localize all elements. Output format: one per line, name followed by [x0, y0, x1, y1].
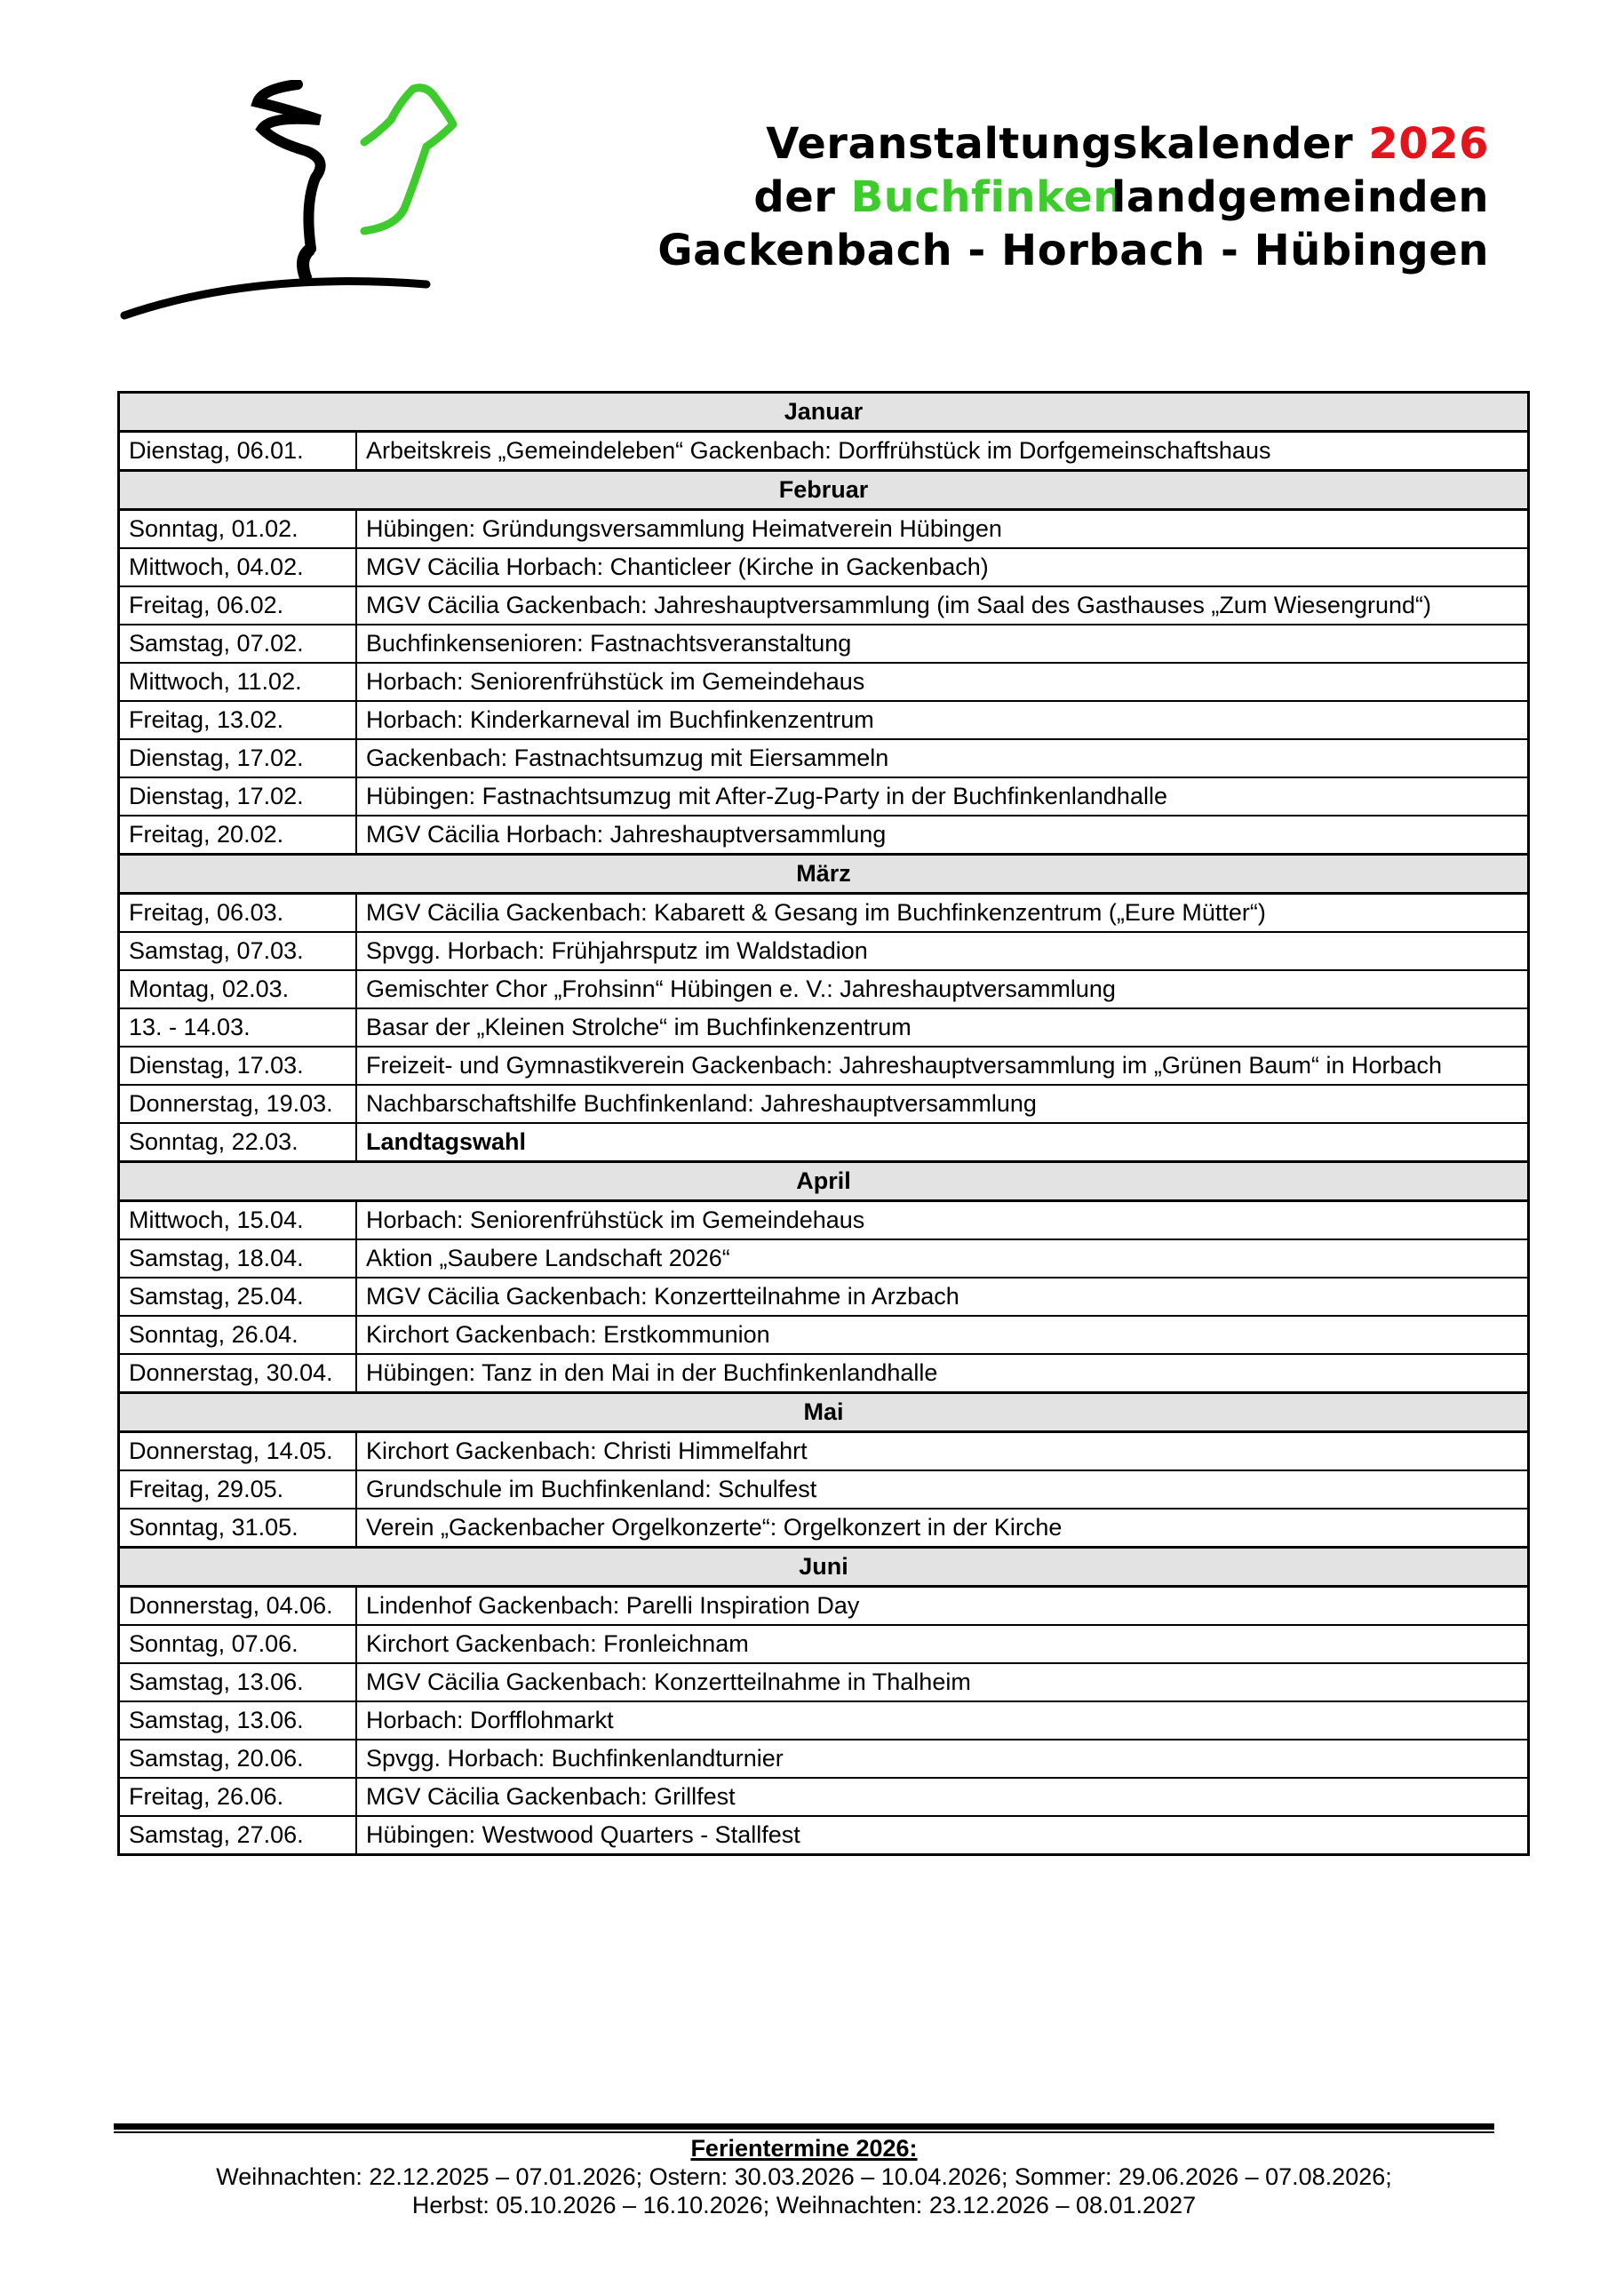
- month-name: April: [119, 1162, 1529, 1201]
- event-row: [119, 1701, 1529, 1740]
- event-date: Sonntag, 22.03.: [119, 1123, 357, 1162]
- event-row: [119, 1470, 1529, 1509]
- event-date: Samstag, 13.06.: [119, 1663, 357, 1701]
- event-row: [119, 1085, 1529, 1123]
- event-row: [119, 1778, 1529, 1816]
- event-row: [119, 1201, 1529, 1240]
- event-row: [119, 739, 1529, 777]
- event-date: Freitag, 29.05.: [119, 1470, 357, 1509]
- event-description: MGV Cäcilia Gackenbach: Konzertteilnahme in Arzbach: [356, 1278, 1529, 1316]
- month-name: Juni: [119, 1548, 1529, 1587]
- event-row: [119, 1123, 1529, 1162]
- event-date: Donnerstag, 19.03.: [119, 1085, 357, 1123]
- event-date: Dienstag, 17.02.: [119, 777, 357, 816]
- event-row: [119, 548, 1529, 586]
- event-date: Dienstag, 06.01.: [119, 432, 357, 471]
- event-date: Samstag, 13.06.: [119, 1701, 357, 1740]
- holiday-dates: [114, 2134, 1494, 2219]
- title-line3: Gackenbach - Horbach - Hübingen: [657, 226, 1489, 275]
- event-row: [119, 1663, 1529, 1701]
- month-name: Januar: [119, 393, 1529, 432]
- event-row: [119, 432, 1529, 471]
- event-date: Montag, 02.03.: [119, 970, 357, 1008]
- event-date: Sonntag, 31.05.: [119, 1509, 357, 1548]
- event-calendar-table: [117, 391, 1530, 1856]
- event-row: [119, 1432, 1529, 1471]
- event-date: Donnerstag, 30.04.: [119, 1354, 357, 1393]
- event-description: Buchfinkensenioren: Fastnachtsveranstaltung: [356, 625, 1529, 663]
- month-header-row: [119, 1393, 1529, 1432]
- event-description: Hübingen: Fastnachtsumzug mit After-Zug-Party in der Buchfinkenlandhalle: [356, 777, 1529, 816]
- event-date: Donnerstag, 14.05.: [119, 1432, 357, 1471]
- event-description: Hübingen: Gründungsversammlung Heimatverein Hübingen: [356, 510, 1529, 549]
- holiday-line-1: Weihnachten: 22.12.2025 – 07.01.2026; Ostern: 30.03.2026 – 10.04.2026; Sommer: 29.06.2026 – 07.08.2026;: [216, 2163, 1392, 2190]
- event-description: Verein „Gackenbacher Orgelkonzerte“: Orgelkonzert in der Kirche: [356, 1509, 1529, 1548]
- month-header-row: [119, 1162, 1529, 1201]
- event-description: Landtagswahl: [356, 1123, 1529, 1162]
- event-row: [119, 777, 1529, 816]
- month-name: März: [119, 855, 1529, 894]
- event-description: Hübingen: Westwood Quarters - Stallfest: [356, 1816, 1529, 1855]
- event-row: [119, 816, 1529, 855]
- event-description: MGV Cäcilia Gackenbach: Grillfest: [356, 1778, 1529, 1816]
- event-date: Freitag, 26.06.: [119, 1778, 357, 1816]
- event-date: Samstag, 18.04.: [119, 1239, 357, 1278]
- event-row: [119, 1278, 1529, 1316]
- title-line2-prefix: der: [753, 172, 836, 222]
- holiday-title: Ferientermine 2026:: [690, 2135, 918, 2162]
- page-title: [657, 117, 1489, 277]
- event-date: Mittwoch, 04.02.: [119, 548, 357, 586]
- event-row: [119, 1816, 1529, 1855]
- event-description: MGV Cäcilia Gackenbach: Jahreshauptversammlung (im Saal des Gasthauses „Zum Wiesengrund“): [356, 586, 1529, 625]
- event-date: Freitag, 13.02.: [119, 701, 357, 739]
- event-description: Kirchort Gackenbach: Christi Himmelfahrt: [356, 1432, 1529, 1471]
- event-description: Basar der „Kleinen Strolche“ im Buchfinkenzentrum: [356, 1008, 1529, 1047]
- event-description: MGV Cäcilia Horbach: Jahreshauptversammlung: [356, 816, 1529, 855]
- event-description: Arbeitskreis „Gemeindeleben“ Gackenbach: Dorffrühstück im Dorfgemeinschaftshaus: [356, 432, 1529, 471]
- event-date: Donnerstag, 04.06.: [119, 1587, 357, 1626]
- event-description: Gemischter Chor „Frohsinn“ Hübingen e. V.: Jahreshauptversammlung: [356, 970, 1529, 1008]
- event-description: Kirchort Gackenbach: Erstkommunion: [356, 1316, 1529, 1354]
- event-date: Sonntag, 26.04.: [119, 1316, 357, 1354]
- event-date: Freitag, 06.02.: [119, 586, 357, 625]
- event-date: Mittwoch, 11.02.: [119, 663, 357, 701]
- event-row: [119, 701, 1529, 739]
- event-description: Spvgg. Horbach: Buchfinkenlandturnier: [356, 1740, 1529, 1778]
- title-line2-suffix: landgemeinden: [1111, 172, 1489, 222]
- event-row: [119, 1740, 1529, 1778]
- event-date: Sonntag, 01.02.: [119, 510, 357, 549]
- month-header-row: [119, 855, 1529, 894]
- event-description: Horbach: Seniorenfrühstück im Gemeindehaus: [356, 663, 1529, 701]
- event-description: Horbach: Seniorenfrühstück im Gemeindehaus: [356, 1201, 1529, 1240]
- event-description: MGV Cäcilia Gackenbach: Kabarett & Gesang im Buchfinkenzentrum („Eure Mütter“): [356, 894, 1529, 933]
- event-row: [119, 663, 1529, 701]
- event-row: [119, 1316, 1529, 1354]
- event-row: [119, 1354, 1529, 1393]
- event-row: [119, 1239, 1529, 1278]
- event-description: Spvgg. Horbach: Frühjahrsputz im Waldstadion: [356, 932, 1529, 970]
- event-description: Kirchort Gackenbach: Fronleichnam: [356, 1625, 1529, 1663]
- event-description: MGV Cäcilia Horbach: Chanticleer (Kirche in Gackenbach): [356, 548, 1529, 586]
- footer-divider-thin: [114, 2131, 1494, 2133]
- event-description: Nachbarschaftshilfe Buchfinkenland: Jahreshauptversammlung: [356, 1085, 1529, 1123]
- event-description: Horbach: Kinderkarneval im Buchfinkenzentrum: [356, 701, 1529, 739]
- event-row: [119, 625, 1529, 663]
- event-date: Samstag, 07.02.: [119, 625, 357, 663]
- event-description: Freizeit- und Gymnastikverein Gackenbach: Jahreshauptversammlung im „Grünen Baum“ in Horbach: [356, 1047, 1529, 1085]
- holiday-line-2: Herbst: 05.10.2026 – 16.10.2026; Weihnachten: 23.12.2026 – 08.01.2027: [411, 2192, 1197, 2218]
- event-description: Hübingen: Tanz in den Mai in der Buchfinkenlandhalle: [356, 1354, 1529, 1393]
- title-year: 2026: [1368, 119, 1489, 169]
- event-date: Samstag, 07.03.: [119, 932, 357, 970]
- month-name: Februar: [119, 471, 1529, 510]
- event-row: [119, 1509, 1529, 1548]
- event-date: Dienstag, 17.02.: [119, 739, 357, 777]
- event-description: MGV Cäcilia Gackenbach: Konzertteilnahme in Thalheim: [356, 1663, 1529, 1701]
- event-description: Horbach: Dorfflohmarkt: [356, 1701, 1529, 1740]
- month-header-row: [119, 393, 1529, 432]
- event-date: Dienstag, 17.03.: [119, 1047, 357, 1085]
- event-date: 13. - 14.03.: [119, 1008, 357, 1047]
- event-row: [119, 970, 1529, 1008]
- event-date: Freitag, 06.03.: [119, 894, 357, 933]
- title-line2-green: Buchfinken: [850, 172, 1124, 222]
- event-row: [119, 894, 1529, 933]
- event-date: Samstag, 27.06.: [119, 1816, 357, 1855]
- event-description: Lindenhof Gackenbach: Parelli Inspiration Day: [356, 1587, 1529, 1626]
- title-line1: Veranstaltungskalender: [766, 119, 1354, 169]
- event-date: Mittwoch, 15.04.: [119, 1201, 357, 1240]
- event-row: [119, 1587, 1529, 1626]
- month-header-row: [119, 471, 1529, 510]
- event-date: Sonntag, 07.06.: [119, 1625, 357, 1663]
- event-row: [119, 510, 1529, 549]
- event-description: Gackenbach: Fastnachtsumzug mit Eiersammeln: [356, 739, 1529, 777]
- event-row: [119, 586, 1529, 625]
- month-header-row: [119, 1548, 1529, 1587]
- month-name: Mai: [119, 1393, 1529, 1432]
- event-row: [119, 1625, 1529, 1663]
- event-date: Samstag, 20.06.: [119, 1740, 357, 1778]
- event-date: Freitag, 20.02.: [119, 816, 357, 855]
- event-description: Aktion „Saubere Landschaft 2026“: [356, 1239, 1529, 1278]
- event-row: [119, 932, 1529, 970]
- event-date: Samstag, 25.04.: [119, 1278, 357, 1316]
- event-description: Grundschule im Buchfinkenland: Schulfest: [356, 1470, 1529, 1509]
- buchfinken-logo: [120, 80, 582, 329]
- event-row: [119, 1047, 1529, 1085]
- event-row: [119, 1008, 1529, 1047]
- footer-divider: [114, 2123, 1494, 2130]
